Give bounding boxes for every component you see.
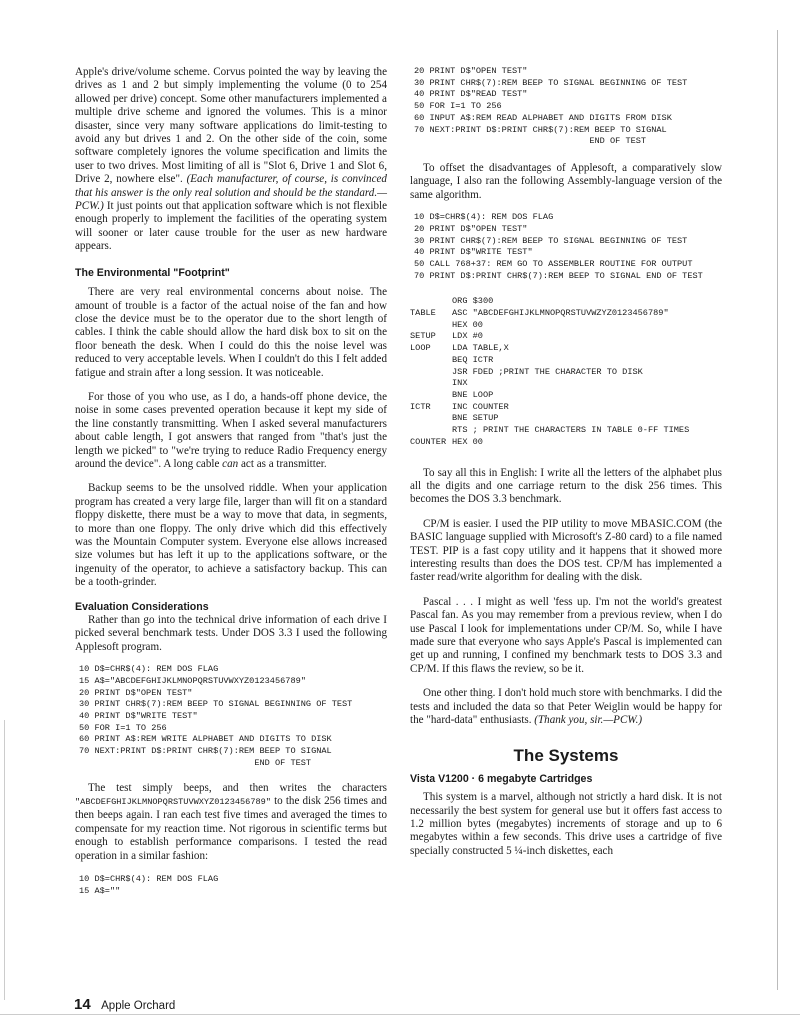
asm-instruction: LDX #0 [452, 331, 483, 342]
code3-line: 60 INPUT A$:REM READ ALPHABET AND DIGITS FROM DISK [414, 112, 672, 123]
paragraph-1-end: It just points out that application software which is not flexible enough properly to implement the facilities of the operating system will sooner or later cause trouble for the user as new hardware appears. [75, 200, 388, 253]
asm-label [410, 425, 452, 437]
heading-vista-v1200: Vista V1200 · 6 megabyte Cartridges [410, 772, 593, 785]
editor-thanks-note: (Thank you, sir.—PCW.) [534, 714, 643, 726]
asm-instruction: HEX 00 [452, 319, 483, 330]
right-margin-rule [777, 30, 778, 990]
code4-line: 30 PRINT CHR$(7):REM BEEP TO SIGNAL BEGINNING OF TEST [414, 235, 688, 246]
paragraph-3-emphasis: can [222, 457, 239, 470]
code-listing-write-test [75, 664, 387, 769]
asm-label: ICTR [410, 401, 431, 412]
paragraph-8: To say all this in English: I write all the letters of the alphabet plus all the digits and one carriage return to the disk 256 times. This becomes the DOS 3.3 benchmark. [410, 466, 722, 506]
asm-instruction: JSR FDED ;PRINT THE CHARACTER TO DISK [452, 366, 643, 377]
section-title-the-systems: The Systems [513, 746, 619, 766]
page-footer [74, 996, 175, 1014]
paragraph-6-end: to the disk 256 times and then beeps again. I ran each test five times and averaged the times to compensate for my reaction time. Not rigorous in scientific terms but enough to establish performance comparisons. I tested the read operation in a similar fashion: [75, 794, 387, 862]
paragraph-5: Rather than go into the technical drive information of each drive I picked several benchmark tests. Under DOS 3.3 I used the following Applesoft program. [75, 614, 387, 653]
code1-line: END OF TEST [79, 757, 312, 768]
code-listing-assembly-driver [410, 212, 722, 282]
asm-instruction: BEQ ICTR [452, 354, 494, 365]
asm-instruction: ASC "ABCDEFGHIJKLMNOPQRSTUVWZYZ0123456789" [452, 308, 669, 319]
paragraph-3-text: For those of you who use, as I do, a hands-off phone device, the noise in some cases prevented operation because it kept my side of the line constantly transmitting. When I asked several manufacturers about cable length, I got answers that ranged from "that's just the length we picked" to "we're trying to reduce Radio Frequency energy around the device". A long cable [75, 390, 387, 470]
code1-line: 15 A$="ABCDEFGHIJKLMNOPQRSTUVWXYZ0123456789" [79, 675, 306, 686]
asm-label [410, 355, 452, 367]
asm-instruction: LDA TABLE,X [452, 343, 509, 354]
page-number: 14 [74, 996, 91, 1013]
paragraph-1 [75, 66, 387, 254]
asm-label: SETUP [410, 331, 436, 342]
left-column [75, 66, 387, 897]
code3-line: 20 PRINT D$"OPEN TEST" [414, 66, 528, 76]
asm-instruction: BNE SETUP [452, 413, 499, 424]
code3-line: 40 PRINT D$"READ TEST" [414, 89, 528, 100]
code-listing-read-test-start [75, 874, 387, 897]
asm-label [410, 296, 452, 308]
code2-line: 15 A$="" [79, 885, 121, 896]
paragraph-3 [75, 391, 387, 471]
heading-environmental-footprint: The Environmental "Footprint" [75, 266, 230, 279]
code1-line: 60 PRINT A$:REM WRITE ALPHABET AND DIGITS TO DISK [79, 734, 332, 745]
editor-note: (Each manufacturer, of course, is convinced that his answer is the only real solution and should be the standard.—PCW.) [75, 173, 387, 213]
code1-line: 70 NEXT:PRINT D$:PRINT CHR$(7):REM BEEP TO SIGNAL [79, 746, 332, 757]
code4-line: 70 PRINT D$:PRINT CHR$(7):REM BEEP TO SIGNAL END OF TEST [414, 270, 703, 281]
asm-label [410, 390, 452, 402]
inline-code-alphabet: "ABCDEFGHIJKLMNOPQRSTUVWXYZ0123456789" [75, 796, 271, 807]
paragraph-7: To offset the disadvantages of Applesoft, a comparatively slow language, I also ran the following Assembly-language version of the same algorithm. [410, 161, 722, 201]
code2-line: 10 D$=CHR$(4): REM DOS FLAG [79, 874, 219, 885]
asm-label: LOOP [410, 343, 431, 354]
code4-line: 10 D$=CHR$(4): REM DOS FLAG [414, 212, 554, 223]
asm-label [410, 320, 452, 332]
code3-line: 70 NEXT:PRINT D$:PRINT CHR$(7):REM BEEP TO SIGNAL [414, 124, 667, 135]
paragraph-11 [410, 687, 722, 727]
code1-line: 30 PRINT CHR$(7):REM BEEP TO SIGNAL BEGINNING OF TEST [79, 699, 353, 710]
code1-line: 10 D$=CHR$(4): REM DOS FLAG [79, 664, 219, 675]
paragraph-3-end: act as a transmitter. [240, 457, 327, 470]
code3-line: 50 FOR I=1 TO 256 [414, 101, 502, 112]
paragraph-12: This system is a marvel, although not strictly a hard disk. It is not necessarily the best system for general use but it offers fast access to 1.2 million bytes (megabytes) increments of storage and up to 6 megabytes within a few seconds. This drive uses a cartridge of five specially constructed 5 ¼-inch diskettes, each [410, 791, 722, 857]
left-edge-rule [4, 720, 5, 1000]
code3-line: END OF TEST [414, 136, 647, 147]
bottom-edge-rule [0, 1014, 800, 1015]
code-listing-read-test [410, 66, 722, 148]
code3-line: 30 PRINT CHR$(7):REM BEEP TO SIGNAL BEGINNING OF TEST [414, 77, 688, 88]
code4-line: 50 CALL 768+37: REM GO TO ASSEMBLER ROUTINE FOR OUTPUT [414, 258, 693, 269]
code1-line: 20 PRINT D$"OPEN TEST" [79, 687, 193, 698]
paragraph-1-text: Apple's drive/volume scheme. Corvus pointed the way by leaving the drives as 1 and 2 but simply implementing the volume (0 to 254 allowed per drive) concept. Some other manufacturers implemented a multiple drive scheme and ignored the volumes. This is a minor disaster, since very many software applications do limit-testing to avoid any but drives 1 and 2. On the other side of the coin, some software completely ignores the volume specification and limits the user to two drives. Most limiting of all is "Slot 6, Drive 1 and Slot 6, Drive 2, nowhere else". [75, 66, 387, 186]
paragraph-2: There are very real environmental concerns about noise. The amount of trouble is a factor of the actual noise of the fan and how close the device must be to the operator due to the short length of cables. I think the cable should allow the hard disk box to sit on the floor beneath the desk. When I could do this the noise level was reduced to very acceptable levels. When I couldn't do this I felt added fatigue and strain after a long session. It was noticeable. [75, 286, 387, 379]
code1-line: 40 PRINT D$"WRITE TEST" [79, 711, 198, 722]
asm-label: COUNTER [410, 436, 447, 447]
heading-evaluation-considerations: Evaluation Considerations [75, 600, 209, 613]
assembly-listing [410, 296, 722, 448]
right-column [410, 66, 722, 858]
asm-instruction: INX [452, 378, 468, 389]
asm-instruction: INC COUNTER [452, 401, 509, 412]
asm-label [410, 413, 452, 425]
paragraph-11-text: One other thing. I don't hold much store with benchmarks. I did the tests and included the data so that Peter Weiglin would be happy for the "hard-data" enthusiasts. [410, 687, 723, 726]
paragraph-6 [75, 782, 387, 863]
code4-line: 20 PRINT D$"OPEN TEST" [414, 223, 528, 234]
paragraph-4: Backup seems to be the unsolved riddle. When your application program has created a very large file, larger than will fit on a standard floppy diskette, there must be a way to move that data, in segments, to more than one floppy. The only drive which did this effectively was the Mountain Computer system. Everyone else allows increased size volumes but has left it up to the applications software, or the ingenuity of the operator, to achieve a satisfactory backup. This can be a tooth-grinder. [75, 482, 387, 589]
asm-instruction: HEX 00 [452, 436, 483, 447]
publication-name: Apple Orchard [101, 1000, 176, 1012]
asm-label: TABLE [410, 308, 436, 319]
asm-label [410, 378, 452, 390]
asm-instruction: BNE LOOP [452, 389, 494, 400]
code1-line: 50 FOR I=1 TO 256 [79, 722, 167, 733]
asm-instruction: RTS ; PRINT THE CHARACTERS IN TABLE 0-FF TIMES [452, 425, 690, 436]
paragraph-6-text: The test simply beeps, and then writes the characters [88, 781, 387, 794]
asm-instruction: ORG $300 [452, 296, 494, 307]
asm-label [410, 367, 452, 379]
code4-line: 40 PRINT D$"WRITE TEST" [414, 247, 533, 258]
paragraph-10: Pascal . . . I might as well 'fess up. I'm not the world's greatest Pascal fan. As you may remember from a previous review, when I do use Pascal I look for implementations under CP/M. So, while I have made sure that everyone who says Apple's Pascal is implemented can get up and running, I confined my benchmark tests to DOS 3.3 and CP/M. If this flaws the review, so be it. [410, 595, 722, 675]
paragraph-9: CP/M is easier. I used the PIP utility to move MBASIC.COM (the BASIC language supplied with Microsoft's Z-80 card) to a file named TEST. PIP is a fast copy utility and it happens that it showed more interesting results than does the DOS test. CP/M has implemented a faster read/write algorithm for dealing with the disk. [410, 517, 722, 584]
